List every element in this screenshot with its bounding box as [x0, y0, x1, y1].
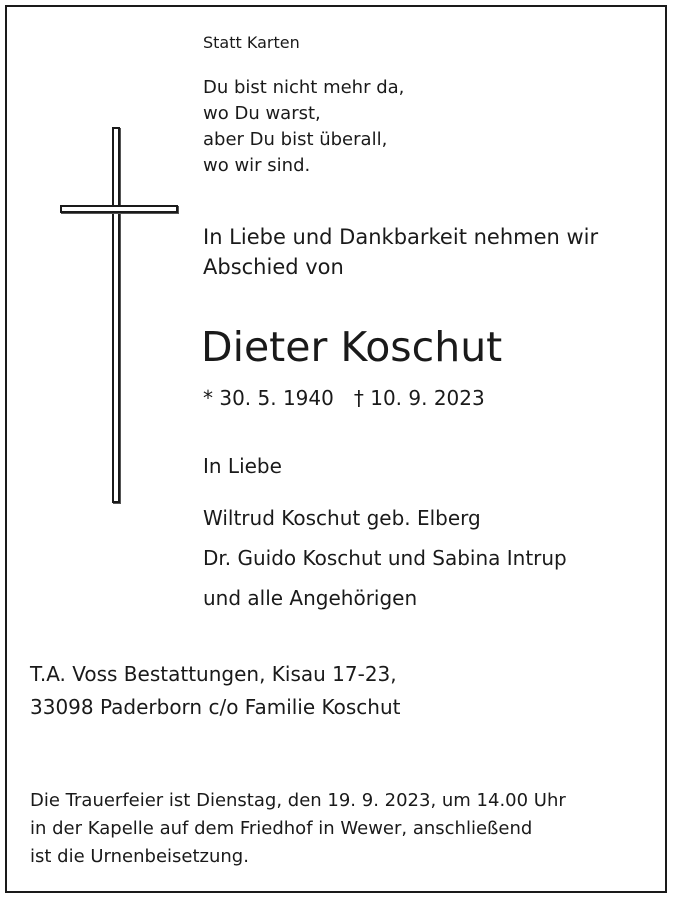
- mourner-line: und alle Angehörigen: [203, 586, 418, 610]
- condolence-address: [30, 658, 401, 724]
- memorial-poem: [203, 75, 404, 179]
- in-love-label: In Liebe: [203, 454, 282, 478]
- life-dates: [203, 384, 485, 412]
- cross-center: [114, 207, 118, 211]
- poem-line: wo wir sind.: [203, 155, 311, 176]
- farewell-line: Abschied von: [203, 255, 344, 279]
- cross-vertical-beam: [112, 127, 120, 503]
- death-date: † 10. 9. 2023: [353, 386, 485, 410]
- ceremony-line: in der Kapelle auf dem Friedhof in Wewer, anschließend: [30, 818, 533, 839]
- ceremony-notice: [30, 787, 566, 871]
- poem-line: wo Du warst,: [203, 103, 321, 124]
- address-line: 33098 Paderborn c/o Familie Koschut: [30, 695, 401, 719]
- cross-horizontal-beam: [60, 205, 178, 213]
- ceremony-line: ist die Urnenbeisetzung.: [30, 846, 249, 867]
- deceased-name: Dieter Koschut: [201, 323, 503, 371]
- mourner-line: Dr. Guido Koschut und Sabina Intrup: [203, 546, 567, 570]
- farewell-text: [203, 222, 598, 282]
- mourner-line: Wiltrud Koschut geb. Elberg: [203, 506, 481, 530]
- birth-date: * 30. 5. 1940: [203, 386, 334, 410]
- farewell-line: In Liebe und Dankbarkeit nehmen wir: [203, 225, 599, 249]
- notice-header: Statt Karten: [203, 33, 300, 52]
- mourners-list: [203, 498, 567, 618]
- poem-line: Du bist nicht mehr da,: [203, 77, 405, 98]
- address-line: T.A. Voss Bestattungen, Kisau 17-23,: [30, 662, 397, 686]
- cross-icon: [60, 127, 182, 503]
- ceremony-line: Die Trauerfeier ist Dienstag, den 19. 9. 2023, um 14.00 Uhr: [30, 790, 566, 811]
- poem-line: aber Du bist überall,: [203, 129, 388, 150]
